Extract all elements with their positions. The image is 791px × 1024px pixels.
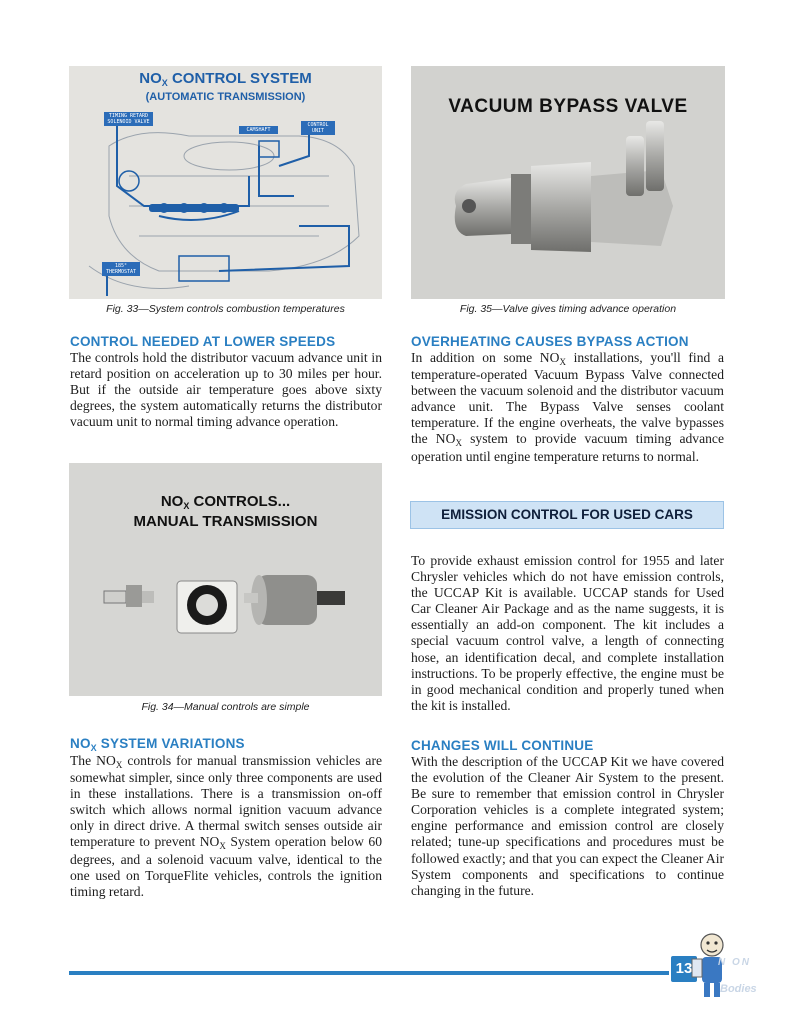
changes-heading: CHANGES WILL CONTINUE bbox=[411, 738, 594, 753]
fig34-photo bbox=[69, 463, 382, 696]
control-unit-label: CONTROL UNIT bbox=[301, 121, 335, 135]
timing-retard-solenoid-label: TIMING RETARD SOLENOID VALVE bbox=[104, 112, 153, 126]
fig33-diagram bbox=[69, 66, 382, 299]
watermark-brand: Bodies bbox=[720, 983, 757, 995]
fig33-title-line1: $NO_X$ CONTROL SYSTEM bbox=[139, 70, 312, 88]
uccap-body: To provide exhaust emission control for 1955 and later Chrysler vehicles which do not have emission controls, the UCCAP Kit is available. UCCAP stands for Used Car Cleaner Air Package and as the name suggests, it is essentially an add-on component. The kit includes a special vacuum control valve, a length of connecting hose, an identification decal, and complete installation instructions. To be properly effective, the engine must be in good mechanical condition and properly tuned when the kit is installed. bbox=[411, 553, 724, 713]
fig33-title-line2: (AUTOMATIC TRANSMISSION) bbox=[145, 91, 306, 103]
footer-rule bbox=[69, 971, 669, 975]
vacuum-bypass-valve-image bbox=[411, 66, 725, 299]
overheating-body: In addition on some $NO_X$ installations, you'll find a temperature-operated Vacuum Bypass Valve connected between the vacuum solenoid and the distributor vacuum advance unit. The Bypass Valve senses coolant temperature. If the engine overheats, the valve bypasses the $NO_X$ system to provide vacuum timing advance operation until engine temperature returns to normal. bbox=[411, 350, 724, 464]
fig35-title: VACUUM BYPASS VALVE bbox=[448, 96, 688, 117]
fig34-title-line2: MANUAL TRANSMISSION bbox=[133, 513, 318, 530]
camshaft-label: CAMSHAFT bbox=[239, 126, 278, 134]
fig35-photo bbox=[411, 66, 725, 299]
fig34-title-line1: $NO_X$ CONTROLS... bbox=[160, 493, 291, 511]
manual-controls-image bbox=[69, 463, 382, 696]
changes-body: With the description of the UCCAP Kit we have covered the evolution of the Cleaner Air System to the present. Be sure to remember that emission control in Chrysler Corporation vehicles is a complete integrated system; engine performance and emission control are closely related; tune-up specifications and procedures must be followed exactly; and that you can expect the Cleaner Air System components and specifications to continue changing in the future. bbox=[411, 754, 724, 898]
system-variations-body: The $NO_X$ controls for manual transmission vehicles are somewhat simpler, since only three components are used in these installations. There is a transmission on-off switch which allows normal ignition vacuum advance only in direct drive. A thermal switch senses outside air temperature to prevent $NO_X$ System operation below 60 degrees, and a solenoid vacuum valve, identical to the one used on TorqueFlite vehicles, controls the ignition timing retard. bbox=[70, 753, 383, 899]
system-variations-heading: $NO_X$ SYSTEM VARIATIONS bbox=[70, 736, 245, 753]
thermostat-label: 185° THERMOSTAT bbox=[102, 262, 140, 276]
control-needed-body: The controls hold the distributor vacuum advance unit in retard position on acceleration up to 30 miles per hour. But if the outside air temperature goes above sixty degrees, the system automatically returns the distributor vacuum unit to normal timing advance operation. bbox=[70, 350, 382, 430]
fig33-caption: Fig. 33—System controls combustion temperatures bbox=[106, 303, 345, 315]
watermark-text: N ON bbox=[718, 957, 751, 968]
banner-title: EMISSION CONTROL FOR USED CARS bbox=[441, 507, 693, 522]
fig34-caption: Fig. 34—Manual controls are simple bbox=[141, 701, 310, 713]
overheating-heading: OVERHEATING CAUSES BYPASS ACTION bbox=[411, 334, 689, 349]
control-needed-heading: CONTROL NEEDED AT LOWER SPEEDS bbox=[70, 334, 336, 349]
emission-control-banner bbox=[410, 501, 724, 529]
page-number: 13 bbox=[671, 956, 697, 982]
fig35-caption: Fig. 35—Valve gives timing advance operation bbox=[459, 303, 677, 315]
